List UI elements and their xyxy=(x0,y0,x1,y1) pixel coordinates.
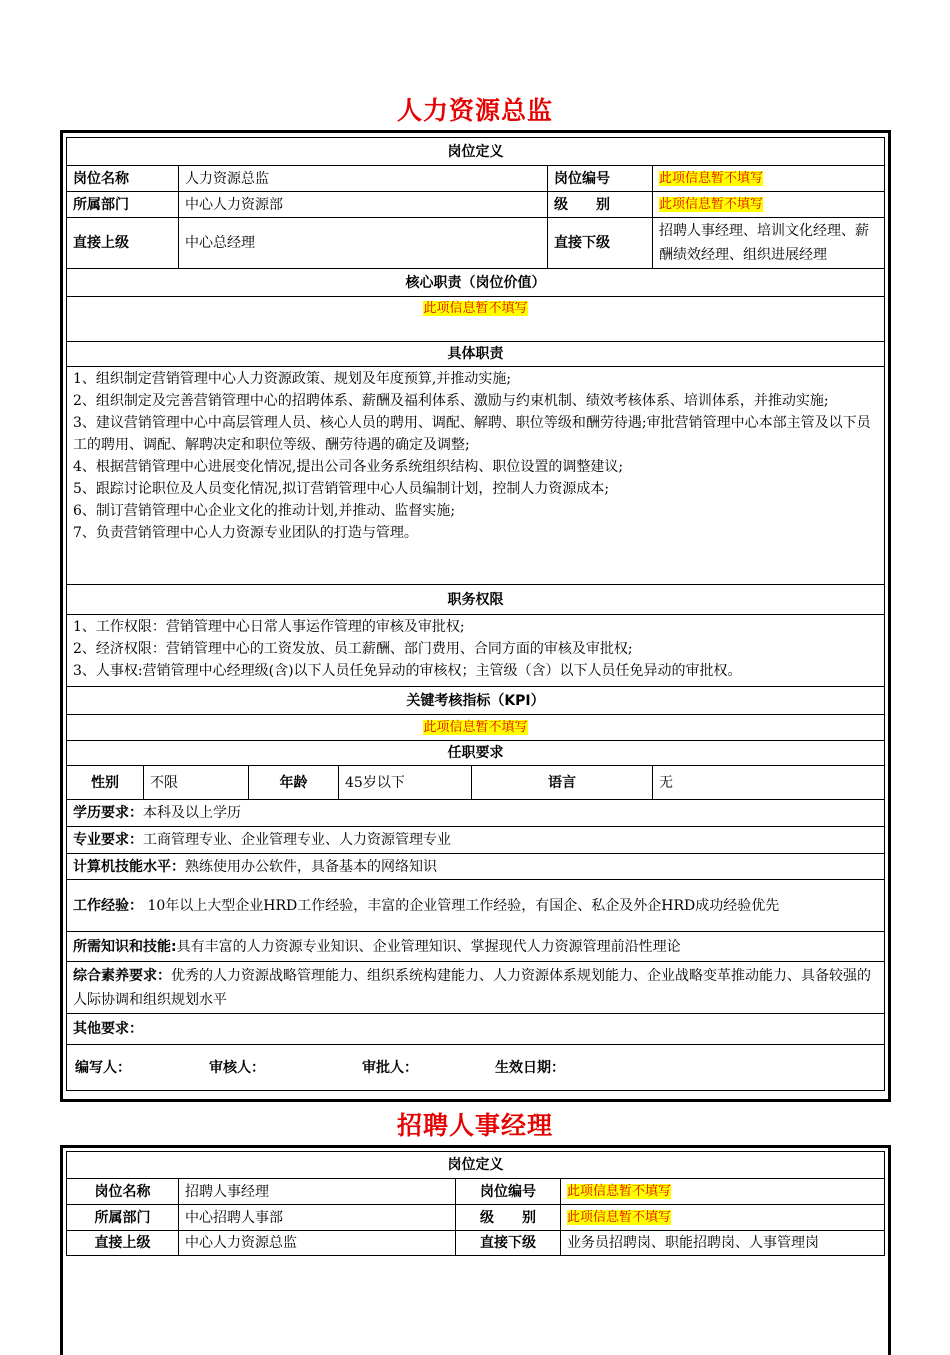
authority-item: 2、经济权限：营销管理中心的工资发放、员工薪酬、部门费用、合同方面的审核及审批权; xyxy=(73,641,633,657)
knowledge-requirement: 所需知识和技能:具有丰富的人力资源专业知识、企业管理知识、掌握现代人力资源管理前沿性理论 xyxy=(67,932,885,962)
writer-label: 编写人： xyxy=(75,1060,131,1076)
section-header-definition: 岗位定义 xyxy=(67,138,885,166)
computer-skill-requirement: 计算机技能水平：熟练使用办公软件，具备基本的网络知识 xyxy=(67,854,885,880)
section-header-duties: 具体职责 xyxy=(67,342,885,367)
pending-highlight: 此项信息暂不填写 xyxy=(567,1210,672,1225)
pending-highlight: 此项信息暂不填写 xyxy=(567,1184,672,1199)
approver-label: 审批人： xyxy=(362,1060,418,1076)
value-position-name: 招聘人事经理 xyxy=(179,1179,456,1205)
duty-item: 6、制订营销管理中心企业文化的推动计划,并推动、监督实施; xyxy=(73,503,456,519)
value-position-code xyxy=(561,1179,885,1205)
document-title: 人力资源总监 xyxy=(396,96,553,125)
section-header-definition: 岗位定义 xyxy=(67,1152,885,1179)
pending-highlight: 此项信息暂不填写 xyxy=(423,720,528,735)
value-direct-subordinate: 业务员招聘岗、职能招聘岗、人事管理岗 xyxy=(561,1231,885,1256)
core-duty-value xyxy=(67,297,885,342)
label-gender: 性别 xyxy=(67,766,144,800)
pending-highlight: 此项信息暂不填写 xyxy=(659,197,764,212)
reviewer-label: 审核人： xyxy=(209,1060,265,1076)
other-requirement: 其他要求： xyxy=(67,1014,885,1045)
label-direct-subordinate: 直接下级 xyxy=(456,1231,561,1256)
value-age: 45岁以下 xyxy=(339,766,472,800)
education-requirement: 学历要求：本科及以上学历 xyxy=(67,800,885,827)
duty-item: 7、负责营销管理中心人力资源专业团队的打造与管理。 xyxy=(73,525,418,541)
label-department: 所属部门 xyxy=(67,192,179,218)
pending-highlight: 此项信息暂不填写 xyxy=(659,171,764,186)
value-position-code xyxy=(653,166,885,192)
duty-item: 5、跟踪讨论职位及人员变化情况,拟订营销管理中心人员编制计划，控制人力资源成本; xyxy=(73,481,610,497)
authority-item: 3、人事权:营销管理中心经理级(含)以下人员任免异动的审核权；主管级（含）以下人员任免异动的审批权。 xyxy=(73,663,742,679)
value-department: 中心人力资源部 xyxy=(179,192,548,218)
section-header-authority: 职务权限 xyxy=(67,585,885,615)
label-age: 年龄 xyxy=(249,766,339,800)
authority-list xyxy=(67,615,885,687)
job-description-table xyxy=(66,1151,885,1256)
section-header-kpi: 关键考核指标（KPI） xyxy=(67,687,885,715)
value-position-name: 人力资源总监 xyxy=(179,166,548,192)
section-header-core-duty: 核心职责（岗位价值） xyxy=(67,269,885,297)
label-language: 语言 xyxy=(472,766,653,800)
label-position-code: 岗位编号 xyxy=(548,166,653,192)
label-level: 级 别 xyxy=(548,192,653,218)
effective-date-label: 生效日期： xyxy=(495,1060,565,1076)
duty-item: 4、根据营销管理中心进展变化情况,提出公司各业务系统组织结构、职位设置的调整建议; xyxy=(73,459,624,475)
label-position-name: 岗位名称 xyxy=(67,1179,179,1205)
duty-item: 1、组织制定营销管理中心人力资源政策、规划及年度预算,并推动实施; xyxy=(73,371,512,387)
duties-list xyxy=(67,367,885,585)
experience-requirement: 工作经验： 10年以上大型企业HRD工作经验，丰富的企业管理工作经验，有国企、私企及外企HRD成功经验优先 xyxy=(67,880,885,932)
value-gender: 不限 xyxy=(144,766,249,800)
pending-highlight: 此项信息暂不填写 xyxy=(423,301,528,316)
quality-requirement: 综合素养要求：优秀的人力资源战略管理能力、组织系统构建能力、人力资源体系规划能力、企业战略变革推动能力、具备较强的人际协调和组织规划水平 xyxy=(67,962,885,1014)
kpi-value xyxy=(67,715,885,741)
authority-item: 1、工作权限：营销管理中心日常人事运作管理的审核及审批权; xyxy=(73,619,465,635)
value-direct-superior: 中心总经理 xyxy=(179,218,548,269)
label-position-code: 岗位编号 xyxy=(456,1179,561,1205)
label-position-name: 岗位名称 xyxy=(67,166,179,192)
document-title: 招聘人事经理 xyxy=(396,1111,553,1140)
section-header-requirements: 任职要求 xyxy=(67,741,885,766)
value-language: 无 xyxy=(653,766,885,800)
label-direct-superior: 直接上级 xyxy=(67,218,179,269)
label-direct-superior: 直接上级 xyxy=(67,1231,179,1256)
value-department: 中心招聘人事部 xyxy=(179,1205,456,1231)
value-direct-superior: 中心人力资源总监 xyxy=(179,1231,456,1256)
value-direct-subordinate: 招聘人事经理、培训文化经理、薪酬绩效经理、组织进展经理 xyxy=(653,218,885,269)
major-requirement: 专业要求：工商管理专业、企业管理专业、人力资源管理专业 xyxy=(67,827,885,854)
duty-item: 2、组织制定及完善营销管理中心的招聘体系、薪酬及福利体系、激励与约束机制、绩效考核体系、培训体系，并推动实施; xyxy=(73,393,829,409)
label-direct-subordinate: 直接下级 xyxy=(548,218,653,269)
label-department: 所属部门 xyxy=(67,1205,179,1231)
job-description-table xyxy=(66,137,885,1091)
value-level xyxy=(561,1205,885,1231)
label-level: 级 别 xyxy=(456,1205,561,1231)
value-level xyxy=(653,192,885,218)
signature-row xyxy=(67,1045,885,1091)
duty-item: 3、建议营销管理中心中高层管理人员、核心人员的聘用、调配、解聘、职位等级和酬劳待遇;审批营销管理中心本部主管及以下员工的聘用、调配、解聘决定和职位等级、酬劳待遇的确定及调整; xyxy=(73,415,871,453)
